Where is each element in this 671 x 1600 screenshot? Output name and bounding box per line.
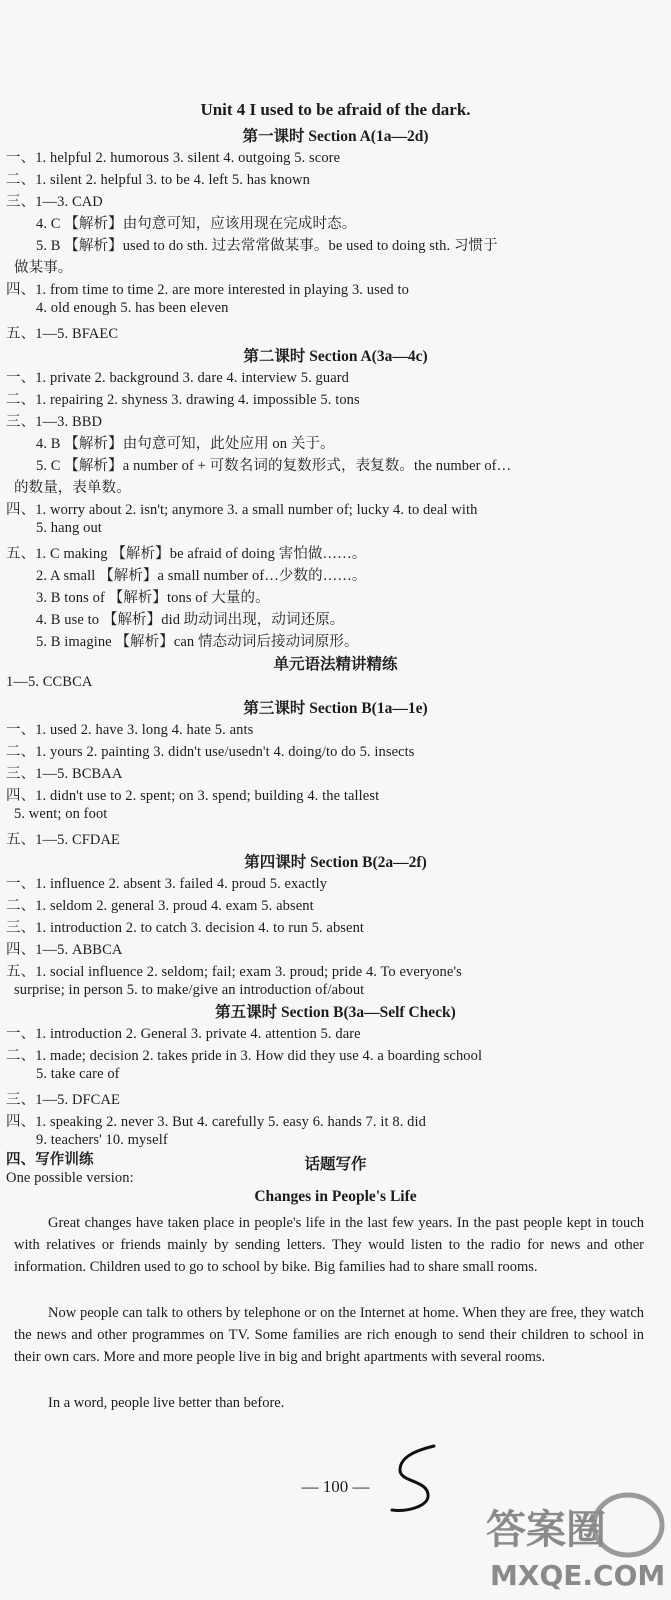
answer-line: 5. B imagine 【解析】can 情态动词后接动词原形。 bbox=[36, 634, 359, 650]
answer-line: 三、1—5. DFCAE bbox=[6, 1092, 120, 1108]
answer-line: One possible version: bbox=[6, 1170, 134, 1186]
essay-paragraph: Now people can talk to others by telephone or on the Internet at home. When they are free, they watch the news and other programmes on TV. Some families are rich enough to send their children to school in their own cars. More and more people live in big and bright apartments with several rooms. bbox=[14, 1305, 644, 1366]
unit-title: Unit 4 I used to be afraid of the dark. bbox=[200, 100, 471, 119]
handwritten-scribble bbox=[370, 1440, 450, 1520]
answer-line: 五、1—5. CFDAE bbox=[6, 832, 120, 848]
lesson-3-header: 第三课时 Section B(1a—1e) bbox=[243, 700, 428, 717]
svg-text:MXQE.COM: MXQE.COM bbox=[490, 1559, 666, 1592]
watermark-logo bbox=[478, 1485, 668, 1597]
answer-line: 五、1. C making 【解析】be afraid of doing 害怕做……。 bbox=[6, 546, 367, 562]
answer-line: 二、1. repairing 2. shyness 3. drawing 4. impossible 5. tons bbox=[6, 392, 360, 408]
answer-line: 三、1—3. CAD bbox=[6, 194, 103, 210]
lesson-4-header: 第四课时 Section B(2a—2f) bbox=[244, 854, 427, 871]
answer-line: 4. B 【解析】由句意可知，此处应用 on 关于。 bbox=[36, 436, 335, 452]
answer-line: 四、1. from time to time 2. are more interested in playing 3. used to bbox=[6, 282, 409, 298]
answer-line: 1—5. CCBCA bbox=[6, 674, 93, 690]
answer-line: 做某事。 bbox=[14, 260, 73, 276]
answer-line: 四、1. worry about 2. isn't; anymore 3. a small number of; lucky 4. to deal with bbox=[6, 502, 478, 518]
lesson-2-header: 第二课时 Section A(3a—4c) bbox=[243, 348, 428, 365]
answer-line: 5. take care of bbox=[36, 1066, 120, 1082]
grammar-header: 单元语法精讲精练 bbox=[273, 656, 398, 673]
answer-line: 五、1—5. BFAEC bbox=[6, 326, 119, 342]
answer-line: 5. hang out bbox=[36, 520, 102, 536]
answer-line: 五、1. social influence 2. seldom; fail; exam 3. proud; pride 4. To everyone's bbox=[6, 964, 462, 980]
answer-line: 一、1. influence 2. absent 3. failed 4. proud 5. exactly bbox=[6, 876, 328, 892]
answer-line: 一、1. used 2. have 3. long 4. hate 5. ants bbox=[6, 722, 254, 738]
essay-paragraph: Great changes have taken place in people's life in the last few years. In the past people kept in touch with relatives or friends mainly by sending letters. They would listen to the radio for news and other information. Children used to go to school by bike. Big families had to share small rooms. bbox=[14, 1215, 644, 1276]
answer-line: 三、1. introduction 2. to catch 3. decision 4. to run 5. absent bbox=[6, 920, 365, 936]
answer-line: 二、1. seldom 2. general 3. proud 4. exam 5. absent bbox=[6, 898, 314, 914]
answer-line: 二、1. silent 2. helpful 3. to be 4. left 5. has known bbox=[6, 172, 311, 188]
answer-line: 4. C 【解析】由句意可知，应该用现在完成时态。 bbox=[36, 216, 357, 232]
answer-line: 5. B 【解析】used to do sth. 过去常常做某事。be used to doing sth. 习惯于 bbox=[36, 238, 498, 254]
answer-line: 四、1—5. ABBCA bbox=[6, 942, 123, 958]
answer-line: 9. teachers' 10. myself bbox=[36, 1132, 168, 1148]
answer-line: 一、1. helpful 2. humorous 3. silent 4. outgoing 5. score bbox=[6, 150, 341, 166]
answer-line: 3. B tons of 【解析】tons of 大量的。 bbox=[36, 590, 270, 606]
answer-line: 二、1. made; decision 2. takes pride in 3. How did they use 4. a boarding school bbox=[6, 1048, 483, 1064]
answer-line: 4. B use to 【解析】did 助动词出现，动词还原。 bbox=[36, 612, 345, 628]
answer-line: 4. old enough 5. has been eleven bbox=[36, 300, 229, 316]
answer-line: 四、1. didn't use to 2. spent; on 3. spend; building 4. the tallest bbox=[6, 788, 380, 804]
essay-title: Changes in People's Life bbox=[254, 1188, 417, 1205]
answer-line: 5. C 【解析】a number of + 可数名词的复数形式，表复数。the number of… bbox=[36, 458, 512, 474]
essay-paragraph: In a word, people live better than before. bbox=[48, 1395, 285, 1411]
answer-line: 三、1—5. BCBAA bbox=[6, 766, 123, 782]
answer-line: 一、1. private 2. background 3. dare 4. interview 5. guard bbox=[6, 370, 350, 386]
answer-line: 2. A small 【解析】a small number of…少数的……。 bbox=[36, 568, 367, 584]
answer-line: 二、1. yours 2. painting 3. didn't use/usedn't 4. doing/to do 5. insects bbox=[6, 744, 415, 760]
answer-line: 5. went; on foot bbox=[14, 806, 108, 822]
answer-line: 一、1. introduction 2. General 3. private 4. attention 5. dare bbox=[6, 1026, 361, 1042]
topic-writing-header: 话题写作 bbox=[304, 1156, 367, 1173]
svg-text:答案圈: 答案圈 bbox=[486, 1507, 606, 1553]
writing-section-label: 四、写作训练 bbox=[6, 1152, 94, 1168]
answer-line: 三、1—3. BBD bbox=[6, 414, 103, 430]
lesson-1-header: 第一课时 Section A(1a—2d) bbox=[242, 128, 429, 145]
answer-line: 的数量，表单数。 bbox=[14, 480, 131, 496]
answer-line: 四、1. speaking 2. never 3. But 4. carefully 5. easy 6. hands 7. it 8. did bbox=[6, 1114, 426, 1130]
lesson-5-header: 第五课时 Section B(3a—Self Check) bbox=[215, 1004, 456, 1021]
answer-line: surprise; in person 5. to make/give an introduction of/about bbox=[14, 982, 365, 998]
page-number: — 100 — bbox=[301, 1477, 370, 1496]
